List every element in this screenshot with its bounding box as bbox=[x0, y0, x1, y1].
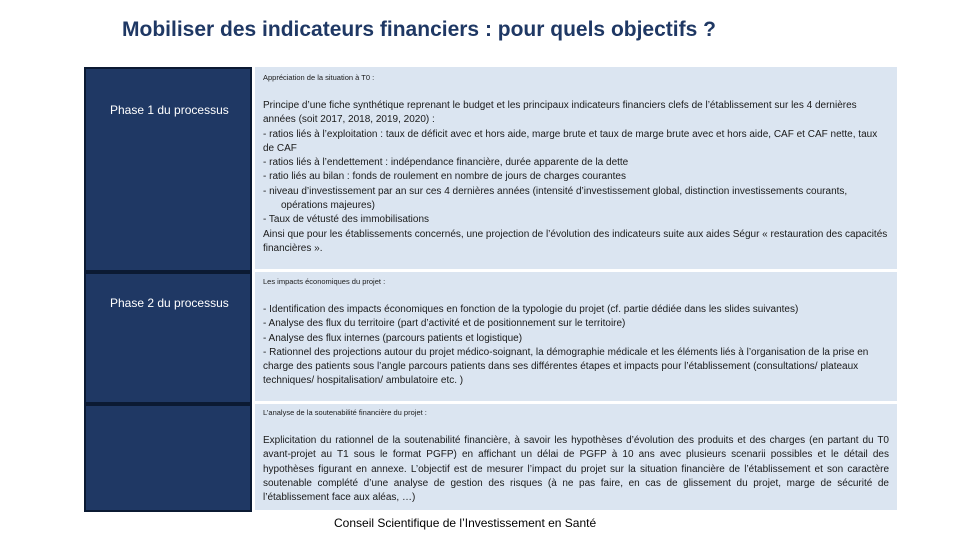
section-text: - Rationnel des projections autour du projet médico-soignant, la démographie médicale et les éléments liés à l’organisation de la prise en charge des patients sous l’angle parcours patients dans ses différentes étapes et impacts pour l’établissement (consultations/ plateaux techniques/ hospitalisation/ ambulatoire etc. ) bbox=[263, 346, 869, 387]
phase-1-label: Phase 1 du processus bbox=[110, 103, 229, 117]
section-text: Principe d’une fiche synthétique reprenant le budget et les principaux indicateurs financiers clefs de l’établissement sur les 4 dernières années (soit 2017, 2018, 2019, 2020) : bbox=[263, 100, 857, 126]
section-text: - ratio liés au bilan : fonds de roulement en nombre de jours de charges courantes bbox=[263, 171, 626, 183]
section-text: - Taux de vétusté des immobilisations bbox=[263, 214, 430, 226]
section-heading: Les impacts économiques du projet : bbox=[263, 277, 386, 286]
page-title: Mobiliser des indicateurs financiers : pour quels objectifs ? bbox=[122, 18, 716, 41]
section-text: - ratios liés à l’endettement : indépendance financière, durée apparente de la dette bbox=[263, 157, 629, 169]
phase-3-panel bbox=[84, 404, 252, 512]
section-text: - ratios liés à l’exploitation : taux de déficit avec et hors aide, marge brute et taux de marge brute avec et hors aide, CAF et CAF nette, taux de CAF bbox=[263, 128, 878, 154]
section-situation-t0 bbox=[255, 67, 897, 269]
phase-1-panel bbox=[84, 67, 252, 272]
footer: Conseil Scientifique de l’Investissement en Santé bbox=[334, 516, 597, 530]
section-text: - Identification des impacts économiques en fonction de la typologie du projet (cf. partie dédiée dans les slides suivantes) bbox=[263, 304, 799, 315]
phase-2-label: Phase 2 du processus bbox=[110, 296, 229, 310]
section-soutenabilite bbox=[255, 404, 897, 510]
section-text: Explicitation du rationnel de la soutenabilité financière, à savoir les hypothèses d’évolution des produits et des charges (en partant du T0 avant-projet au T1 sous le format PGFP) en affichant un délai de PGFP à 10 ans avec plusieurs scenarii possibles et le détail des hypothèses figurant en annexe. L’objectif est de mesurer l’impact du projet sur la situation financière de l’établissement et son caractère soutenable complété d’une analyse de gestion des risques (à ne pas faire, en cas de glissement du projet, marge de sécurité de l’établissement face aux aléas, …) bbox=[263, 435, 889, 504]
section-text: - Analyse des flux internes (parcours patients et logistique) bbox=[263, 332, 523, 344]
section-text: - Analyse des flux du territoire (part d’activité et de positionnement sur le territoire) bbox=[263, 318, 626, 330]
section-text: - niveau d’investissement par an sur ces 4 dernières années (intensité d’investissement global, distinction investissements courants, opérations majeures) bbox=[263, 185, 848, 212]
section-heading: L’analyse de la soutenabilité financière du projet : bbox=[263, 408, 427, 417]
section-heading: Appréciation de la situation à T0 : bbox=[263, 73, 375, 82]
section-text: Ainsi que pour les établissements concernés, une projection de l’évolution des indicateurs suite aux aides Ségur « restauration des capacités financières ». bbox=[263, 228, 888, 254]
section-impacts-economiques bbox=[255, 272, 897, 401]
phase-2-panel bbox=[84, 272, 252, 404]
